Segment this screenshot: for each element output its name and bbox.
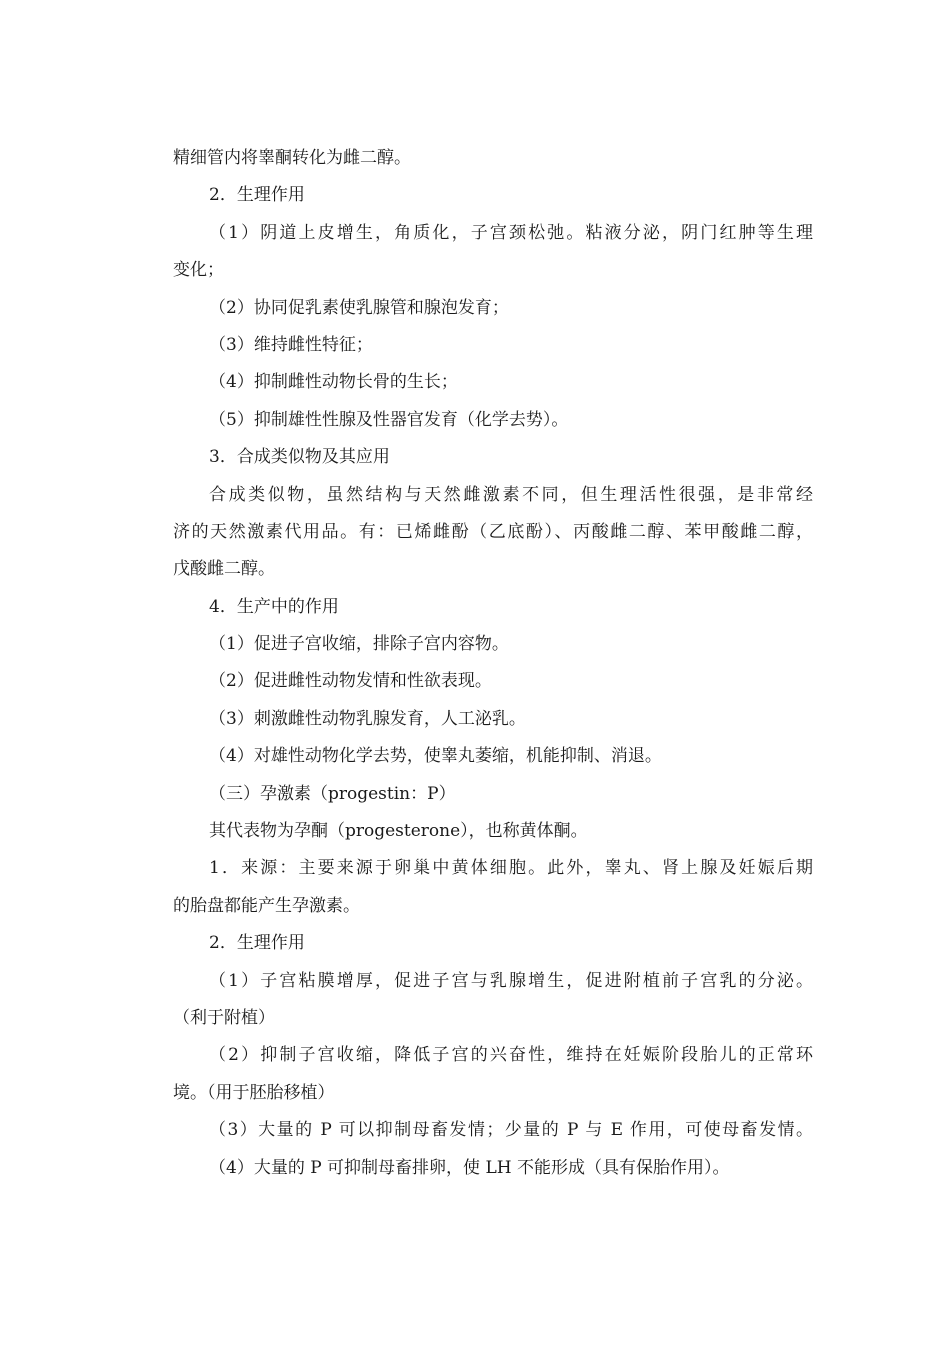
text-line: 4．生产中的作用 bbox=[209, 596, 339, 617]
text-line: （三）孕激素（progestin：P） bbox=[209, 783, 456, 804]
text-line: （4）对雄性动物化学去势，使睾丸萎缩，机能抑制、消退。 bbox=[209, 746, 662, 767]
text-line: 的胎盘都能产生孕激素。 bbox=[173, 895, 360, 916]
text-line: （2）促进雌性动物发情和性欲表现。 bbox=[209, 671, 492, 692]
text-line: （2）协同促乳素使乳腺管和腺泡发育； bbox=[209, 297, 509, 318]
text-line: 精细管内将睾酮转化为雌二醇。 bbox=[173, 148, 411, 168]
text-line: （3）大量的 P 可以抑制母畜发情；少量的 P 与 E 作用，可使母畜发情。 bbox=[209, 1120, 813, 1141]
text-line: 2．生理作用 bbox=[209, 933, 305, 954]
text-line: （4）大量的 P 可抑制母畜排卵，使 LH 不能形成（具有保胎作用）。 bbox=[209, 1157, 730, 1178]
text-line: 其代表物为孕酮（progesterone），也称黄体酮。 bbox=[209, 821, 588, 842]
body-text bbox=[173, 140, 813, 1187]
text-line: 1．来源：主要来源于卵巢中黄体细胞。此外，睾丸、肾上腺及妊娠后期 bbox=[209, 858, 813, 879]
text-line: （1）促进子宫收缩，排除子宫内容物。 bbox=[209, 634, 509, 655]
text-line: （3）维持雌性特征； bbox=[209, 334, 373, 355]
text-line: 境。（用于胚胎移植） bbox=[173, 1082, 335, 1103]
text-line: （2）抑制子宫收缩，降低子宫的兴奋性，维持在妊娠阶段胎儿的正常环 bbox=[209, 1045, 813, 1066]
text-line: 变化； bbox=[173, 260, 224, 281]
text-line: 戊酸雌二醇。 bbox=[173, 559, 275, 580]
text-line: 合成类似物，虽然结构与天然雌激素不同，但生理活性很强，是非常经 bbox=[209, 484, 813, 505]
text-line: （4）抑制雌性动物长骨的生长； bbox=[209, 372, 458, 393]
text-line: （3）刺激雌性动物乳腺发育，人工泌乳。 bbox=[209, 708, 526, 729]
text-line: 济的天然激素代用品。有：已烯雌酚（乙底酚）、丙酸雌二醇、苯甲酸雌二醇， bbox=[173, 521, 813, 542]
text-line: （5）抑制雄性性腺及性器官发育（化学去势）。 bbox=[209, 409, 569, 430]
text-line: 3．合成类似物及其应用 bbox=[209, 447, 390, 468]
text-line: 2．生理作用 bbox=[209, 185, 305, 206]
text-line: （利于附植） bbox=[173, 1007, 275, 1028]
text-line: （1）子宫粘膜增厚，促进子宫与乳腺增生，促进附植前子宫乳的分泌。 bbox=[209, 970, 813, 991]
text-line: （1）阴道上皮增生，角质化，子宫颈松弛。粘液分泌，阴门红肿等生理 bbox=[209, 222, 813, 243]
